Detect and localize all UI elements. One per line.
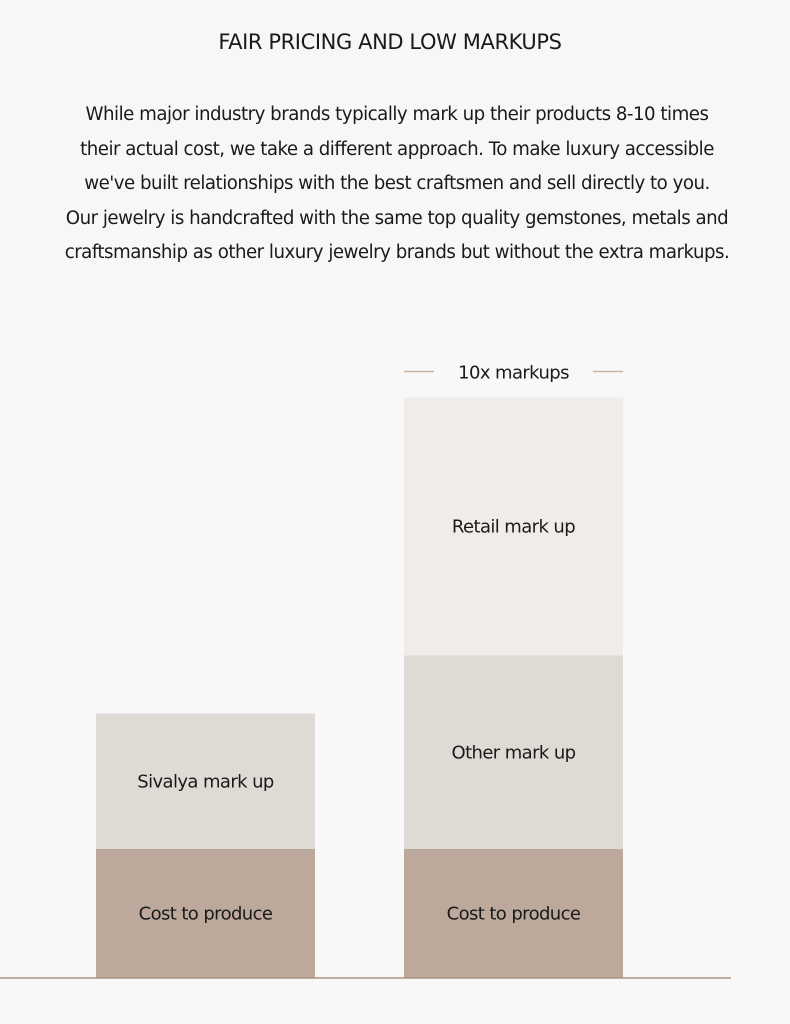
- intro-line: craftsmanship as other luxury jewelry brands but without the extra markups.: [64, 242, 730, 263]
- segment-label: Sivalya mark up: [137, 771, 274, 793]
- segment-label: Cost to produce: [138, 903, 273, 925]
- page-title: FAIR PRICING AND LOW MARKUPS: [218, 30, 562, 54]
- intro-line: their actual cost, we take a different approach. To make luxury accessible: [80, 138, 714, 160]
- segment-label: Other mark up: [451, 742, 576, 764]
- intro-line: we've built relationships with the best craftsmen and sell directly to you.: [84, 173, 710, 194]
- markup-annotation: 10x markups: [458, 362, 569, 384]
- intro-line: Our jewelry is handcrafted with the same top quality gemstones, metals and: [65, 207, 729, 229]
- segment-label: Cost to produce: [446, 903, 581, 925]
- intro-line: While major industry brands typically mark up their products 8-10 times: [85, 104, 709, 125]
- segment-label: Retail mark up: [451, 516, 576, 538]
